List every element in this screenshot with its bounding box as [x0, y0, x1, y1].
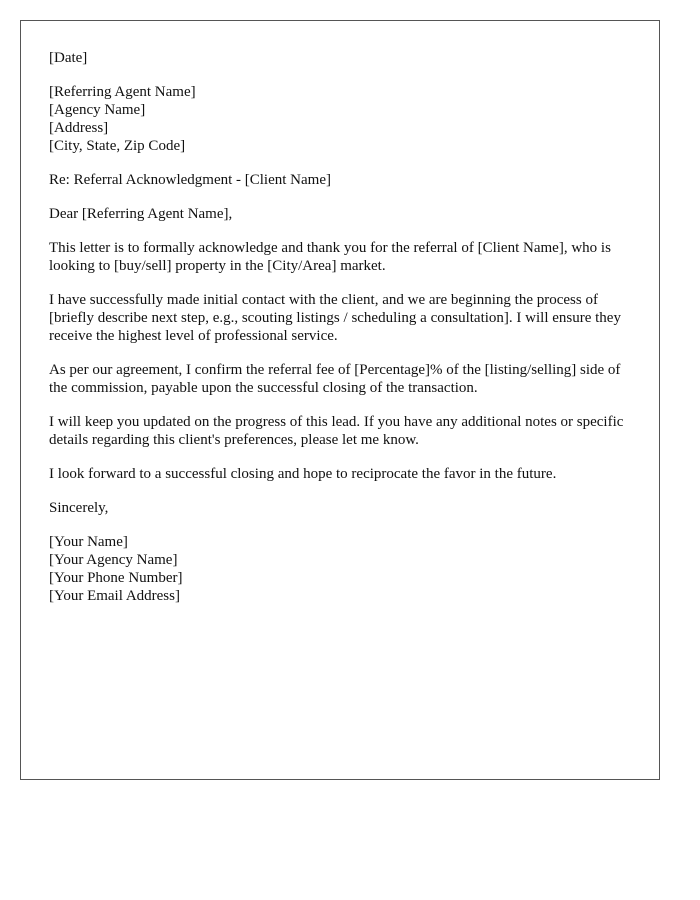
sender-email: [Your Email Address]: [49, 588, 180, 604]
paragraph-closing-remark: I look forward to a successful closing and hope to reciprocate the favor in the future.: [49, 466, 557, 482]
sender-phone: [Your Phone Number]: [49, 570, 183, 586]
letter-body: [49, 49, 629, 621]
paragraph-updates: I will keep you updated on the progress of this lead. If you have any additional notes or specific details regarding this client's preferences, please let me know.: [49, 414, 624, 448]
sender-signature-block: [49, 533, 629, 605]
subject: Re: Referral Acknowledgment - [Client Name]: [49, 172, 331, 188]
subject-line: [49, 171, 629, 189]
date-line: [49, 49, 629, 67]
letter-page: [20, 20, 660, 780]
sender-agency: [Your Agency Name]: [49, 552, 178, 568]
closing: Sincerely,: [49, 500, 109, 516]
paragraph-contact: I have successfully made initial contact with the client, and we are beginning the process of [briefly describe next step, e.g., scouting listings / scheduling a consultation]. I will ensure they receive the highest level of professional service.: [49, 292, 621, 344]
salutation: Dear [Referring Agent Name],: [49, 206, 233, 222]
recipient-agency: [Agency Name]: [49, 102, 146, 118]
paragraph-thanks: This letter is to formally acknowledge and thank you for the referral of [Client Name], who is looking to [buy/sell] property in the [City/Area] market.: [49, 240, 611, 274]
salutation-line: [49, 205, 629, 223]
recipient-city-state-zip: [City, State, Zip Code]: [49, 138, 186, 154]
recipient-address-block: [49, 83, 629, 155]
date: [Date]: [49, 50, 88, 66]
recipient-address: [Address]: [49, 120, 109, 136]
recipient-name: [Referring Agent Name]: [49, 84, 196, 100]
closing-line: [49, 499, 629, 517]
paragraph-fee: As per our agreement, I confirm the referral fee of [Percentage]% of the [listing/selling] side of the commission, payable upon the successful closing of the transaction.: [49, 362, 621, 396]
sender-name: [Your Name]: [49, 534, 128, 550]
